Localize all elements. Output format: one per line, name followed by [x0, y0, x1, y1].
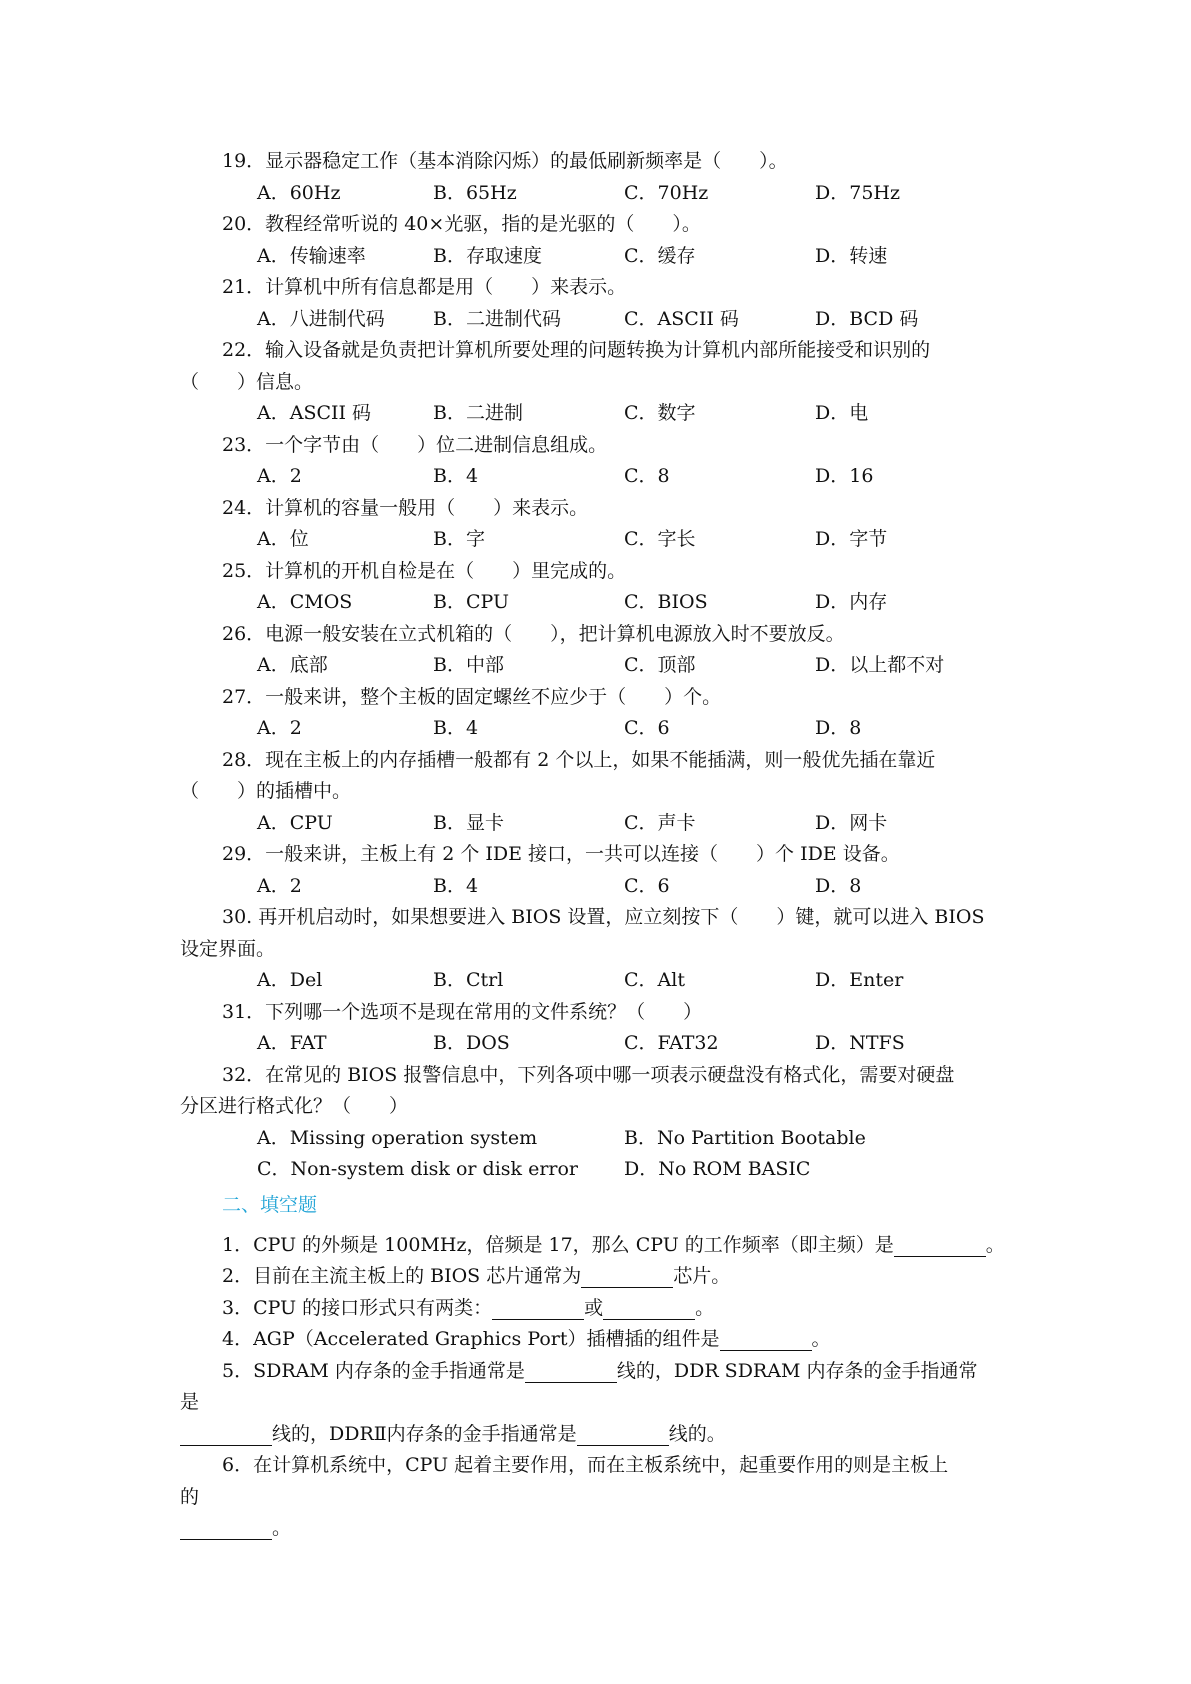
option-c: C．数字 [624, 402, 696, 424]
fill-text: 。 [272, 1517, 292, 1539]
fill-question-6 [180, 1450, 1010, 1482]
question-31: 31．下列哪一个选项不是现在常用的文件系统？（ ） [222, 1000, 703, 1023]
fill-text: 芯片。 [673, 1265, 731, 1287]
question-29-options [180, 871, 1010, 903]
option-d: D．8 [815, 874, 862, 897]
option-b: B．存取速度 [433, 244, 542, 267]
question-22-options [180, 398, 1010, 430]
option-a: A．2 [257, 465, 302, 487]
option-a: A．八进制代码 [257, 307, 385, 330]
option-a: A．CPU [257, 811, 333, 834]
option-c: C．字长 [624, 528, 696, 550]
option-d: D．字节 [815, 528, 888, 550]
option-d: D．No ROM BASIC [624, 1158, 811, 1180]
question-28-continuation: （ ）的插槽中。 [180, 780, 352, 802]
option-d: D．16 [815, 465, 874, 487]
option-b: B．显卡 [433, 811, 504, 834]
question-32-options-row1 [180, 1123, 1010, 1155]
option-b: B．4 [433, 874, 479, 897]
option-c: C．声卡 [624, 811, 696, 834]
option-b: B．中部 [433, 654, 504, 676]
option-b: B．65Hz [433, 181, 517, 204]
option-a: A．CMOS [257, 591, 353, 613]
answer-blank[interactable] [720, 1328, 812, 1351]
answer-blank[interactable] [525, 1360, 617, 1383]
question-20-options [180, 241, 1010, 273]
question-19: 19．显示器稳定工作（基本消除闪烁）的最低刷新频率是（ ）。 [222, 150, 788, 172]
fill-text: 1．CPU 的外频是 100MHz，倍频是 17，那么 CPU 的工作频率（即主频）是 [222, 1233, 894, 1256]
answer-blank[interactable] [581, 1265, 673, 1288]
fill-text: 线的，DDRⅡ内存条的金手指通常是 [272, 1422, 577, 1445]
option-c: C．BIOS [624, 591, 708, 613]
option-d: D．转速 [815, 244, 888, 267]
option-c: C．Non-system disk or disk error [257, 1158, 579, 1180]
option-d: D．电 [815, 402, 869, 424]
option-c: C．FAT32 [624, 1032, 719, 1054]
option-b: B．二进制 [433, 402, 523, 424]
option-b: B．二进制代码 [433, 307, 561, 330]
answer-blank[interactable] [492, 1297, 584, 1320]
option-b: B．DOS [433, 1032, 510, 1054]
question-22-continuation: （ ）信息。 [180, 370, 314, 393]
fill-text: 。 [985, 1233, 1005, 1256]
fill-question-3 [180, 1293, 1010, 1325]
option-d: D．内存 [815, 591, 888, 613]
question-29: 29．一般来讲，主板上有 2 个 IDE 接口，一共可以连接（ ）个 IDE 设备。 [222, 843, 900, 865]
option-b: B．No Partition Bootable [624, 1126, 866, 1149]
option-b: B．4 [433, 465, 479, 487]
option-a: A．2 [257, 874, 302, 897]
option-c: C．6 [624, 717, 670, 739]
option-a: A．ASCII 码 [257, 402, 372, 424]
question-28: 28．现在主板上的内存插槽一般都有 2 个以上，如果不能插满，则一般优先插在靠近 [222, 748, 936, 771]
fill-question-4 [180, 1324, 1010, 1356]
option-c: C．8 [624, 465, 670, 487]
option-a: A．传输速率 [257, 244, 366, 267]
fill-text: 5．SDRAM 内存条的金手指通常是 [222, 1359, 525, 1382]
question-32-options-row2 [180, 1154, 1010, 1186]
option-c: C．顶部 [624, 654, 696, 676]
option-d: D．NTFS [815, 1032, 905, 1054]
fill-text: 线的，DDR SDRAM 内存条的金手指通常 [616, 1359, 978, 1382]
option-a: A．60Hz [257, 181, 341, 204]
fill-question-2 [180, 1261, 1010, 1293]
question-25: 25．计算机的开机自检是在（ ）里完成的。 [222, 559, 627, 582]
answer-blank[interactable] [180, 1423, 272, 1446]
question-32: 32．在常见的 BIOS 报警信息中，下列各项中哪一项表示硬盘没有格式化，需要对硬盘 [222, 1063, 955, 1086]
fill-question-5-continuation: 是 [180, 1391, 200, 1413]
question-20: 20．教程经常听说的 40×光驱，指的是光驱的（ ）。 [222, 213, 701, 235]
question-27: 27．一般来讲，整个主板的固定螺丝不应少于（ ）个。 [222, 685, 722, 708]
fill-text: 。 [811, 1328, 831, 1350]
option-c: C．6 [624, 874, 670, 897]
question-25-options [180, 587, 1010, 619]
question-30: 30. 再开机启动时，如果想要进入 BIOS 设置，应立刻按下（ ）键，就可以进入 BIOS [222, 906, 985, 928]
fill-question-1 [180, 1230, 1010, 1262]
option-b: B．Ctrl [433, 969, 504, 991]
fill-text: 6．在计算机系统中，CPU 起着主要作用，而在主板系统中，起重要作用的则是主板上 [222, 1454, 949, 1476]
fill-question-6-continuation: 的 [180, 1485, 200, 1508]
fill-text: 线的。 [668, 1422, 726, 1445]
question-27-options [180, 713, 1010, 745]
option-b: B．字 [433, 528, 485, 550]
answer-blank[interactable] [603, 1297, 695, 1320]
question-28-options [180, 808, 1010, 840]
question-30-continuation: 设定界面。 [180, 937, 276, 960]
option-b: B．CPU [433, 591, 509, 613]
fill-text: 或 [584, 1296, 604, 1319]
question-24-options [180, 524, 1010, 556]
fill-question-5-line3 [180, 1419, 1010, 1451]
fill-text: 。 [695, 1296, 715, 1319]
question-26-options [180, 650, 1010, 682]
option-d: D．以上都不对 [815, 654, 945, 676]
answer-blank[interactable] [180, 1517, 272, 1540]
option-d: D．8 [815, 717, 862, 739]
option-c: C．缓存 [624, 244, 696, 267]
option-d: D．75Hz [815, 181, 900, 204]
question-23-options [180, 461, 1010, 493]
question-23: 23．一个字节由（ ）位二进制信息组成。 [222, 433, 608, 456]
option-d: D．BCD 码 [815, 307, 919, 330]
question-32-continuation: 分区进行格式化？（ ） [180, 1095, 409, 1117]
option-d: D．Enter [815, 969, 904, 991]
question-26: 26．电源一般安装在立式机箱的（ ），把计算机电源放入时不要放反。 [222, 622, 845, 645]
option-a: A．Missing operation system [257, 1126, 538, 1149]
option-c: C．70Hz [624, 181, 709, 204]
option-a: A．底部 [257, 654, 328, 676]
fill-text: 2．目前在主流主板上的 BIOS 芯片通常为 [222, 1265, 582, 1287]
question-30-options [180, 965, 1010, 997]
option-a: A．位 [257, 528, 309, 550]
question-19-options [180, 178, 1010, 210]
question-22: 22．输入设备就是负责把计算机所要处理的问题转换为计算机内部所能接受和识别的 [222, 339, 931, 361]
question-21-options [180, 304, 1010, 336]
answer-blank[interactable] [894, 1234, 986, 1257]
option-a: A．Del [257, 969, 323, 991]
fill-text: 4．AGP（Accelerated Graphics Port）插槽插的组件是 [222, 1328, 720, 1350]
fill-text: 3．CPU 的接口形式只有两类： [222, 1296, 493, 1319]
fill-question-5 [180, 1356, 1010, 1388]
option-b: B．4 [433, 717, 479, 739]
option-d: D．网卡 [815, 811, 888, 834]
question-21: 21．计算机中所有信息都是用（ ）来表示。 [222, 276, 627, 298]
document-page [180, 146, 1010, 1545]
section-title: 二、填空题 [222, 1193, 318, 1216]
option-a: A．2 [257, 717, 302, 739]
fill-question-6-line3 [180, 1513, 1010, 1545]
option-c: C．Alt [624, 969, 685, 991]
question-31-options [180, 1028, 1010, 1060]
option-a: A．FAT [257, 1032, 327, 1054]
answer-blank[interactable] [577, 1423, 669, 1446]
option-c: C．ASCII 码 [624, 307, 739, 330]
question-24: 24．计算机的容量一般用（ ）来表示。 [222, 496, 589, 519]
